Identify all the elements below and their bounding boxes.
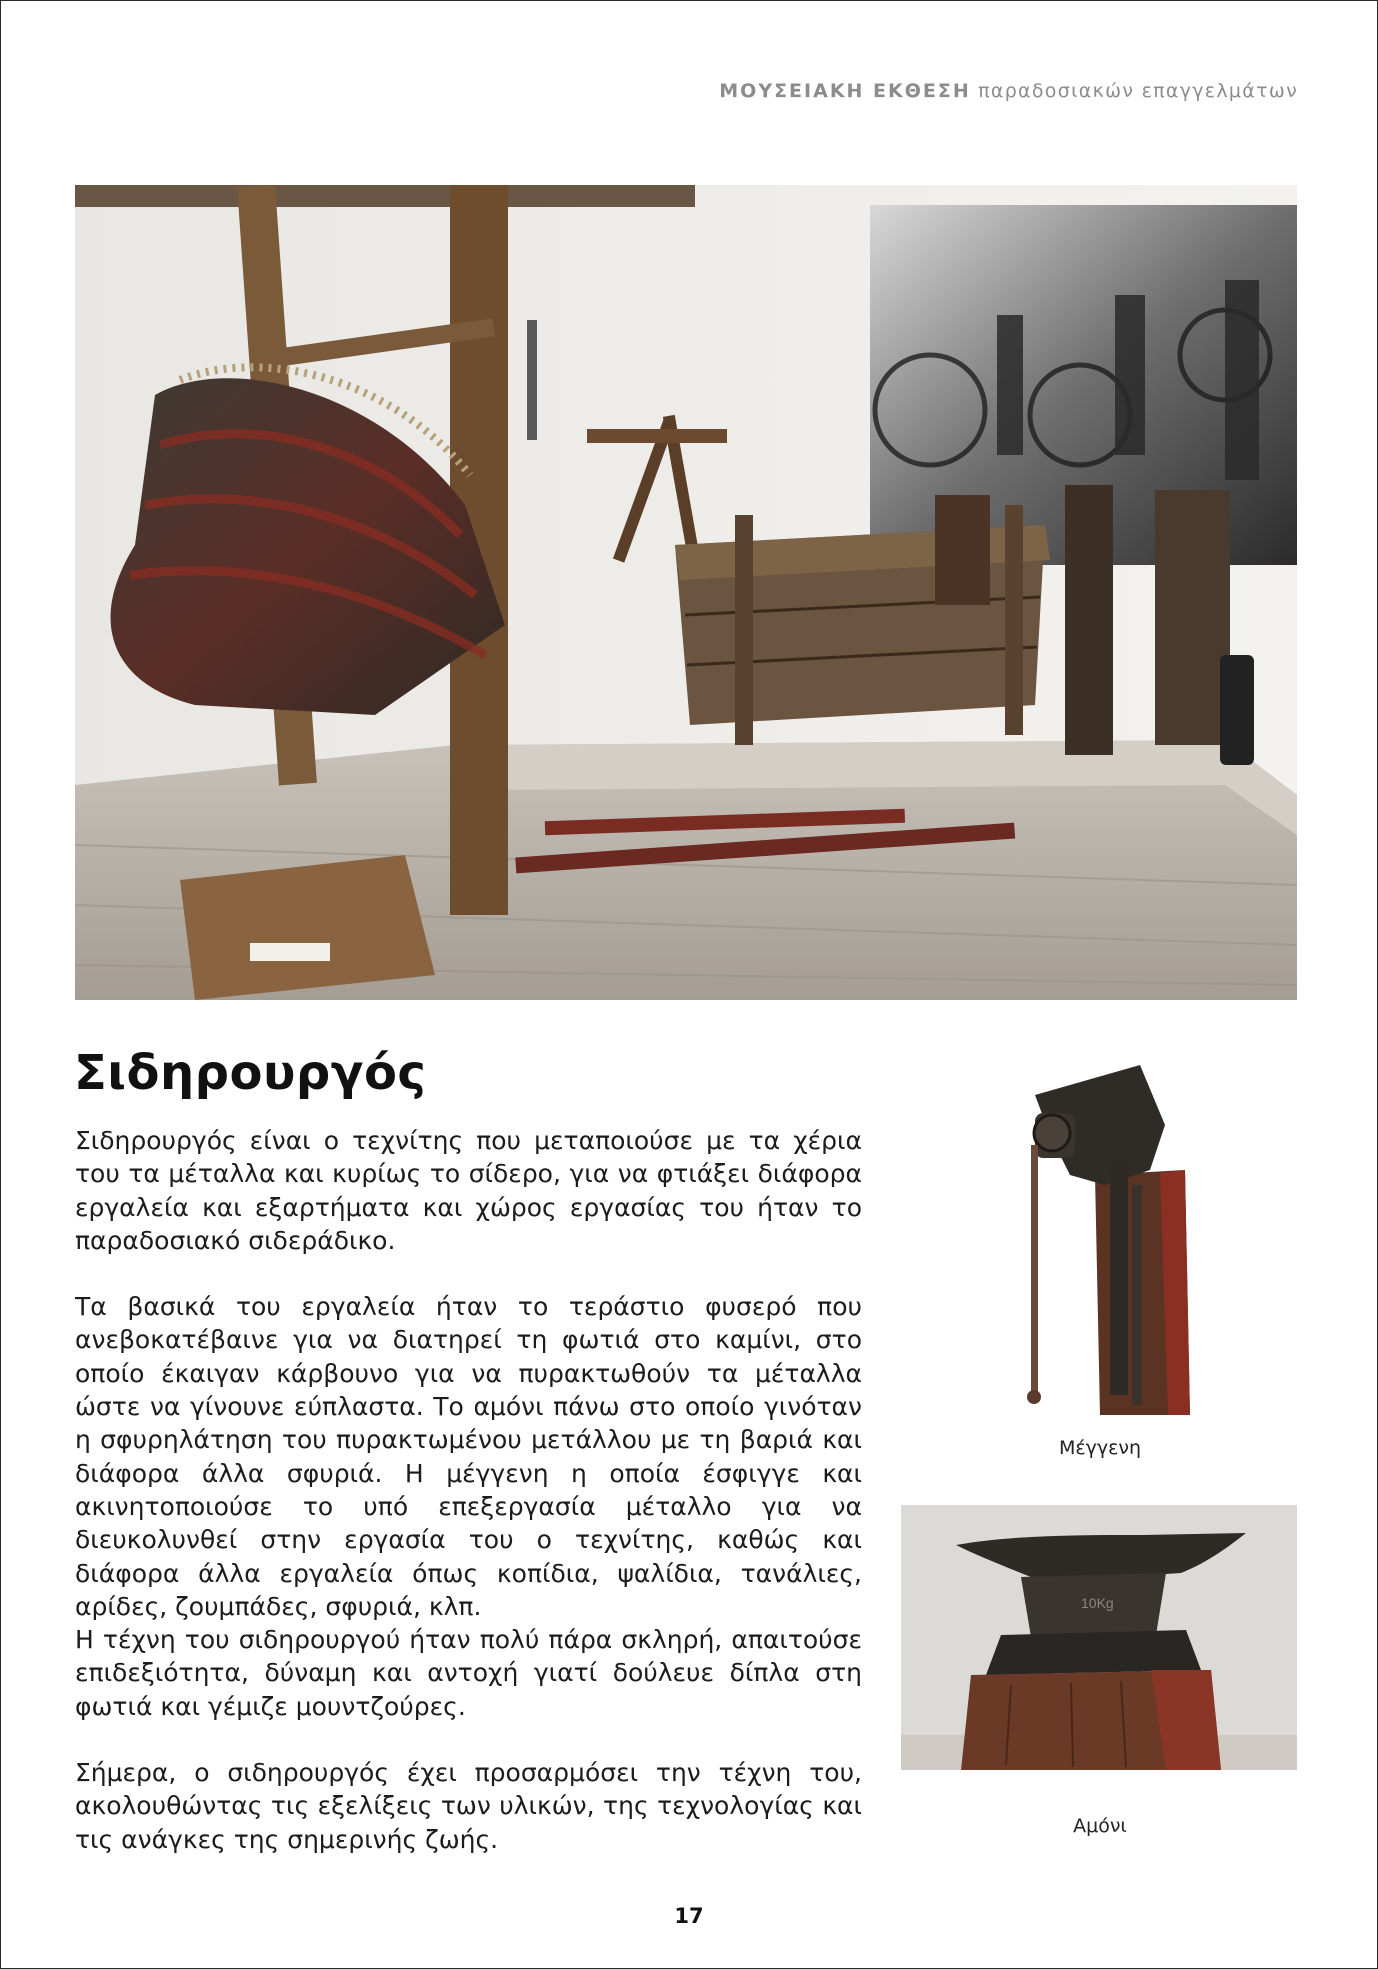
running-header	[719, 80, 1298, 102]
paragraph-1: Σιδηρουργός είναι ο τεχνίτης που μεταποιούσε με τα χέρια του τα μέταλλα και κυρίως το σίδερο, για να φτιάξει διάφορα εργαλεία και εξαρτήματα και χώρος εργασίας του ήταν το παραδοσιακό σιδεράδικο.	[75, 1126, 862, 1255]
page-number: 17	[674, 1904, 704, 1928]
hero-photo-blacksmith-exhibit	[75, 185, 1297, 1000]
running-header-caps: ΜΟΥΣΕΙΑΚΗ ΕΚΘΕΣΗ	[719, 80, 971, 102]
anvil-weight-stamp: 10Kg	[1081, 1595, 1114, 1611]
paragraph-2: Τα βασικά του εργαλεία ήταν το τεράστιο φυσερό που ανεβοκατέβαινε για να διατηρεί τη φωτιά στο καμίνι, στο οποίο έκαιγαν κάρβουνο για να πυρακτωθούν τα μέταλλα ώστε να γίνουνε εύπλαστα. Το αμόνι πάνω στο οποίο γινόταν η σφυρηλάτηση του πυρακτωμένου μετάλλου με τη βαριά και διάφορα άλλα σφυριά. Η μέγγενη η οποία έσφιγγε και ακινητοποιούσε το υπό επεξεργασία μέταλλο για να διευκολυνθεί στην εργασία του ο τεχνίτης, καθώς και διάφορα άλλα εργαλεία όπως κοπίδια, ψαλίδια, τανάλιες, αρίδες, ζουμπάδες, σφυριά, κλπ.	[75, 1292, 862, 1621]
anvil-caption: Αμόνι	[1073, 1815, 1127, 1837]
running-header-rest: παραδοσιακών επαγγελμάτων	[978, 80, 1298, 102]
section-title: Σιδηρουργός	[74, 1045, 427, 1101]
paragraph-3: Η τέχνη του σιδηρουργού ήταν πολύ πάρα σκληρή, απαιτούσε επιδεξιότητα, δύναμη και αντοχή γιατί δούλευε δίπλα στη φωτιά και γέμιζε μουντζούρες.	[75, 1625, 862, 1721]
vise-photo	[990, 1055, 1205, 1415]
paragraph-4: Σήμερα, ο σιδηρουργός έχει προσαρμόσει την τέχνη του, ακολουθώντας τις εξελίξεις των υλικών, της τεχνολογίας και τις ανάγκες της σημερινής ζωής.	[75, 1758, 862, 1854]
vise-caption: Μέγγενη	[1058, 1437, 1142, 1459]
article-body	[75, 1124, 862, 1856]
anvil-photo	[901, 1505, 1297, 1770]
